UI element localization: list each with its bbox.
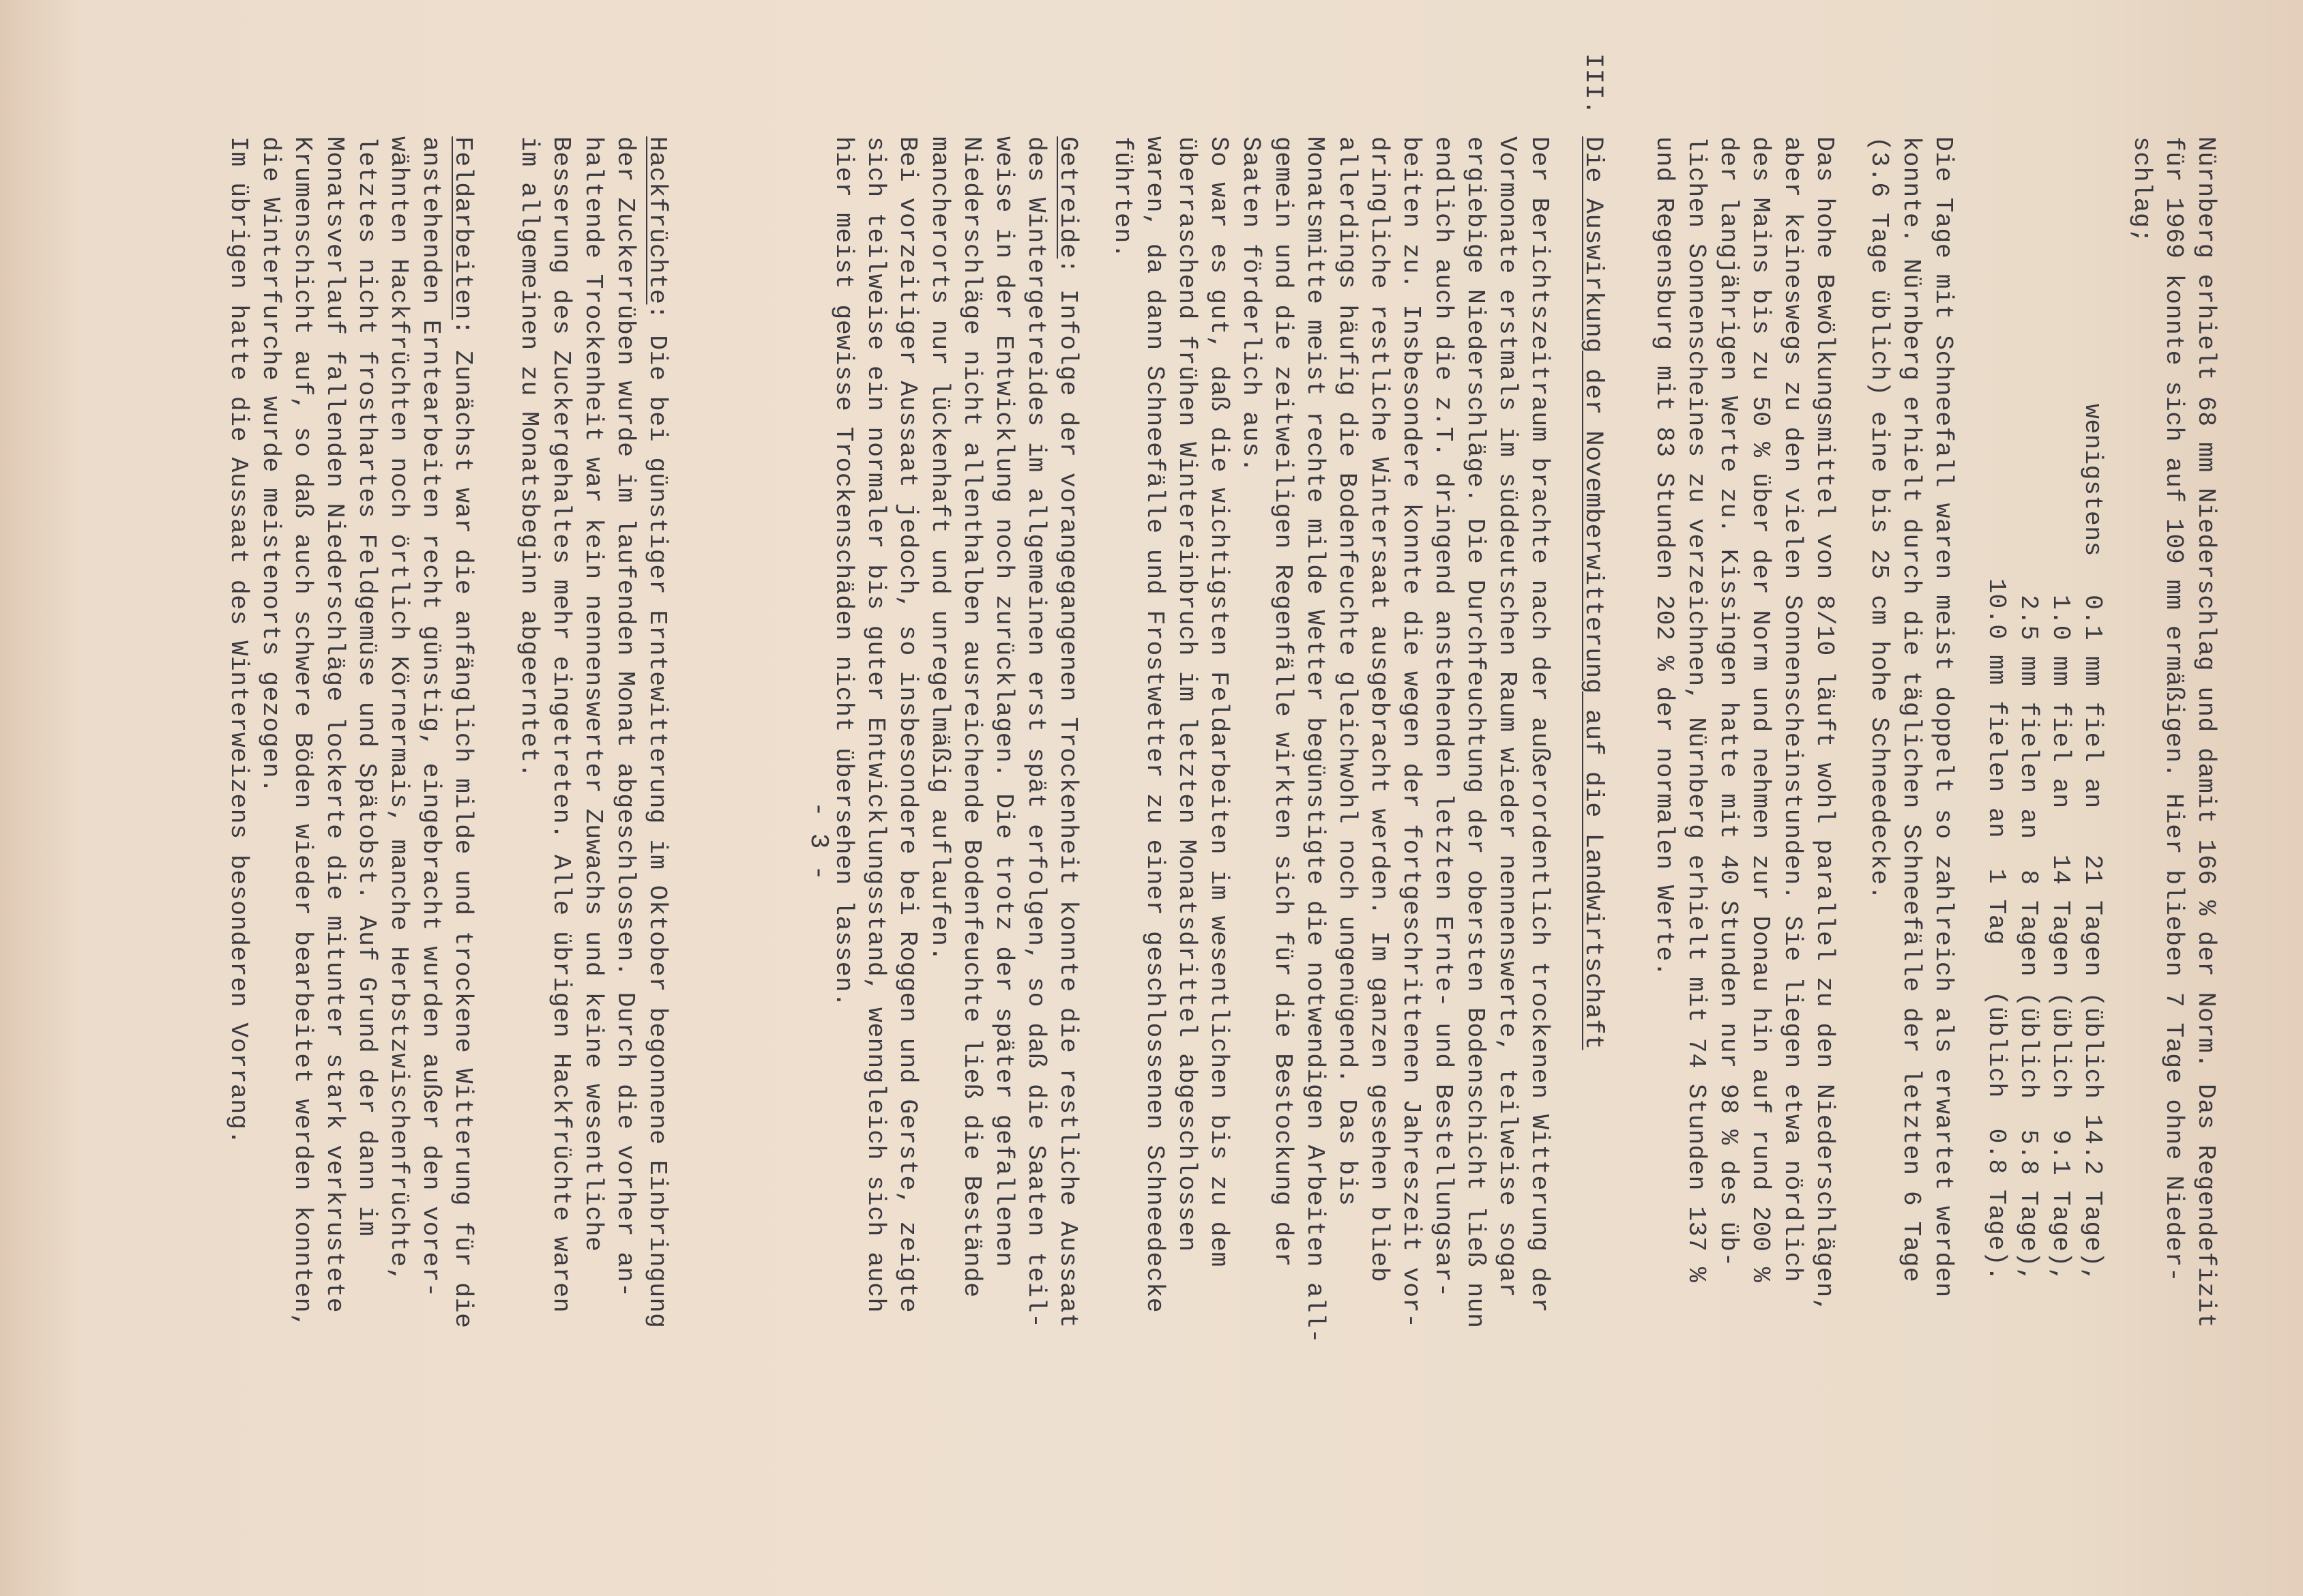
paragraph-line: endlich auch die z.T. dringend anstehenden letzten Ernte- und Bestellungsar-: [1429, 136, 1457, 1298]
table-row: 0.1 mm fiel an 21 Tagen (üblich 14.2 Tage),: [2079, 595, 2107, 1283]
paragraph-line: dringliche restliche Wintersaat ausgebracht werden. Im ganzen gesehen blieb: [1365, 136, 1393, 1283]
intro-line: schlag;: [2128, 136, 2156, 243]
paragraph-line: sich teilweise ein normaler bis guter Entwicklungsstand, wenngleich sich auch: [862, 136, 890, 1314]
section-title: Die Auswirkung der Novemberwitterung auf die Landwirtschaft: [1579, 136, 1607, 1050]
paragraph-line: Monatsmitte meist rechte milde Wetter begünstigte die notwendigen Arbeiten all-: [1301, 136, 1329, 1344]
paragraph-line: ergiebige Niederschläge. Die Durchfeuchtung der obersten Bodenschicht ließ nun: [1461, 136, 1489, 1329]
paragraph-line: anstehenden Erntearbeiten recht günstig, eingebracht wurden außer den vorer-: [417, 136, 445, 1298]
paragraph-line: So war es gut, daß die wichtigsten Feldarbeiten im wesentlichen bis zu dem: [1205, 136, 1233, 1267]
paragraph-line: überraschend frühen Wintereinbruch im letzten Monatsdrittel abgeschlossen: [1173, 136, 1201, 1252]
paragraph-line: allerdings häufig die Bodenfeuchte gleichwohl noch ungenügend. Das bis: [1333, 136, 1361, 1207]
paragraph-line: führten.: [1109, 136, 1136, 259]
paragraph-line: Niederschläge nicht allenthalben ausreichende Bodenfeuchte ließ die Bestände: [958, 136, 986, 1298]
paragraph-line: Im übrigen hatte die Aussaat des Winterweizens besonderen Vorrang.: [224, 136, 252, 1145]
paragraph-line: Bei vorzeitiger Aussaat jedoch, so insbesondere bei Roggen und Gerste, zeigte: [894, 136, 922, 1314]
feldarbeiten-first-line: Feldarbeiten: Zunächst war die anfänglich milde und trockene Witterung für die: [449, 136, 477, 1329]
intro-line: für 1969 konnte sich auf 109 mm ermäßigen. Hier blieben 7 Tage ohne Nieder-: [2160, 136, 2188, 1283]
paragraph-line: Krumenschicht auf, so daß auch schwere Böden wieder bearbeitet werden konnten,: [289, 136, 317, 1329]
paragraph-line: der langjährigen Werte zu. Kissingen hatte mit 40 Stunden nur 98 % des üb-: [1714, 136, 1742, 1267]
paragraph-line: mancherorts nur lückenhaft und unregelmäßig auflaufen.: [926, 136, 954, 962]
page-number: - 3 -: [804, 801, 833, 881]
paragraph-line: weise in der Entwicklung noch zurücklagen. Die trotz der später gefallenen: [990, 136, 1018, 1267]
paragraph-line: die Winterfurche wurde meistenorts gezogen.: [256, 136, 284, 794]
paragraph-line: lichen Sonnenscheines zu verzeichnen, Nürnberg erhielt mit 74 Stunden 137 %: [1682, 136, 1710, 1283]
table-row: 10.0 mm fielen an 1 Tag (üblich 0.8 Tage).: [1982, 578, 2010, 1282]
paragraph-line: letztes nicht frosthartes Feldgemüse und Spätobst. Auf Grund der dann im: [353, 136, 381, 1237]
paragraph-line: im allgemeinen zu Monatsbeginn abgeerntet.: [515, 136, 543, 778]
table-row: 1.0 mm fiel an 14 Tagen (üblich 9.1 Tage),: [2047, 595, 2074, 1283]
paragraph-line: Besserung des Zuckergehaltes mehr eingetreten. Alle übrigen Hackfrüchte waren: [547, 136, 575, 1314]
paragraph-line: konnte. Nürnberg erhielt durch die täglichen Schneefälle der letzten 6 Tage: [1897, 136, 1925, 1283]
paragraph-line: aber keineswegs zu den vielen Sonnenscheinstunden. Sie liegen etwa nördlich: [1778, 136, 1806, 1283]
paragraph-line: beiten zu. Insbesondere konnte die wegen der fortgeschrittenen Jahreszeit vor-: [1397, 136, 1425, 1329]
paragraph-line: Monatsverlauf fallenden Niederschläge lockerte die mitunter stark verkrustete: [321, 136, 349, 1314]
paragraph-line: des Mains bis zu 50 % über der Norm und nehmen zur Donau hin auf rund 200 %: [1746, 136, 1774, 1283]
paragraph-line: (3.6 Tage üblich) eine bis 25 cm hohe Schneedecke.: [1865, 136, 1893, 901]
getreide-label: Getreide: [1054, 136, 1082, 259]
paragraph-line: hier meist gewisse Trockenschäden nicht übersehen lassen.: [830, 136, 857, 1008]
paragraph-line: und Regensburg mit 83 Stunden 202 % der normalen Werte.: [1650, 136, 1678, 977]
paragraph-line: Das hohe Bewölkungsmittel von 8/10 läuft wohl parallel zu den Niederschlägen,: [1810, 136, 1838, 1314]
paragraph-line: wähnten Hackfrüchten noch örtlich Körnermais, manche Herbstzwischenfrüchte,: [385, 136, 413, 1283]
hackfruechte-first-line: Hackfrüchte: Die bei günstiger Erntewitterung im Oktober begonnene Einbringung: [643, 136, 671, 1329]
paragraph-line: der Zuckerrüben wurde im laufenden Monat abgeschlossen. Durch die vorher an-: [611, 136, 639, 1298]
intro-line: Nürnberg erhielt 68 mm Niederschlag und damit 166 % der Norm. Das Regendefizit: [2192, 136, 2220, 1329]
table-lead: wenigstens: [2079, 404, 2107, 557]
getreide-first-line: Getreide: Infolge der vorangegangenen Trockenheit konnte die restliche Aussaat: [1054, 136, 1082, 1329]
paragraph-line: gemein und die zeitweiligen Regenfälle wirkten sich für die Bestockung der: [1269, 136, 1297, 1267]
paragraph-line: haltende Trockenheit war kein nennenswerter Zuwachs und keine wesentliche: [579, 136, 607, 1252]
paragraph-line: Saaten förderlich aus.: [1237, 136, 1265, 473]
paragraph-line: Die Tage mit Schneefall waren meist doppelt so zahlreich als erwartet werden: [1929, 136, 1957, 1298]
section-number: III.: [1579, 53, 1607, 115]
paragraph-line: waren, da dann Schneefälle und Frostwetter zu einer geschlossenen Schneedecke: [1141, 136, 1169, 1314]
hackfruechte-label: Hackfrüchte: [643, 136, 671, 305]
paragraph-line: Der Berichtszeitraum brachte nach der außerordentlich trockenen Witterung der: [1525, 136, 1553, 1314]
paragraph-line: Vormonate erstmals im süddeutschen Raum wieder nennenswerte, teilweise sogar: [1493, 136, 1521, 1298]
table-row: 2.5 mm fielen an 8 Tagen (üblich 5.8 Tage),: [2014, 595, 2042, 1283]
paragraph-line: des Wintergetreides im allgemeinen erst spät erfolgen, so daß die Saaten teil-: [1022, 136, 1050, 1329]
feldarbeiten-label: Feldarbeiten: [449, 136, 477, 320]
